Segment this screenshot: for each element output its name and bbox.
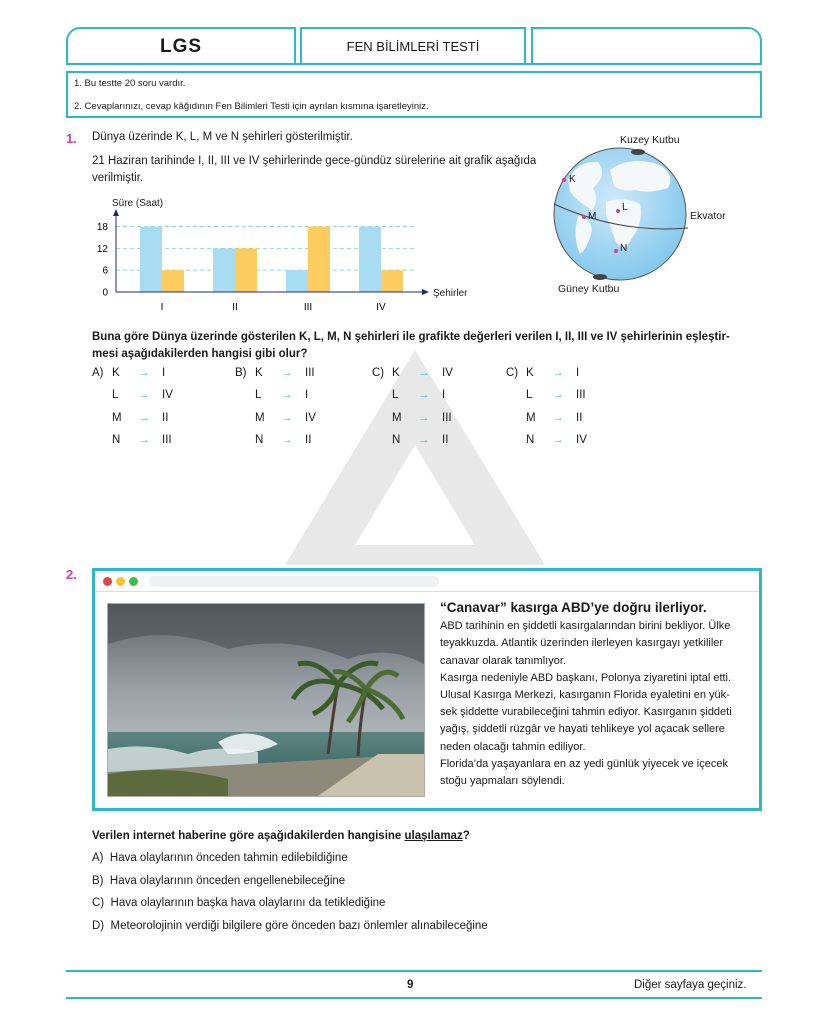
city-n-dot (614, 249, 618, 253)
chart-bar-II-yellow (235, 248, 257, 292)
news-line: teyakkuzda. Atlantik üzerinden ilerleyen kasırgayı yetkililer (440, 637, 724, 650)
q1-option-row (372, 432, 448, 449)
chart-y-tick-label: 0 (102, 287, 108, 299)
q1-option-row (235, 410, 316, 427)
option-city: L (112, 389, 119, 401)
option-city: M (112, 412, 122, 424)
option-roman: III (162, 434, 172, 446)
news-line: Florida’da yaşayanlara en az yedi günlük yiyecek ve içecek (440, 757, 728, 770)
q1-option-row (372, 410, 452, 427)
city-m-label: M (588, 211, 597, 222)
q1-option-row (506, 365, 579, 382)
arrow-icon: → (138, 434, 150, 446)
option-label: C) (372, 367, 385, 379)
option-label: D) (92, 920, 105, 932)
chart-y-tick-label: 6 (102, 265, 108, 277)
option-text: Meteorolojinin verdiği bilgilere göre önceden bazı önlemler alınabileceğine (110, 920, 488, 932)
arrow-icon: → (281, 412, 293, 424)
option-label: C) (92, 897, 105, 909)
city-l-label: L (622, 202, 628, 213)
arrow-icon: → (552, 367, 564, 379)
chart-y-axis-arrow (113, 209, 119, 216)
page-number: 9 (407, 979, 414, 991)
q2-option-a (92, 850, 348, 867)
option-roman: I (576, 367, 580, 379)
north-pole-marker (631, 149, 645, 155)
chart-y-tick-label: 18 (96, 222, 108, 234)
q2-question-underlined: ulaşılamaz (404, 830, 463, 842)
city-k-dot (562, 178, 566, 182)
q1-option-row (235, 432, 311, 449)
news-line: Kasırga nedeniyle ABD başkanı, Polonya ziyaretini iptal etti. (440, 671, 732, 684)
option-roman: I (162, 367, 166, 379)
q2-question-pre: Verilen internet haberine göre aşağıdakilerden hangisine (92, 830, 405, 842)
arrow-icon: → (138, 412, 150, 424)
arrow-icon: → (138, 367, 150, 379)
browser-window (92, 568, 762, 811)
option-label: A) (92, 367, 104, 379)
news-line: canavar olarak tanımlıyor. (440, 654, 566, 667)
option-city: M (255, 412, 265, 424)
option-city: K (526, 367, 534, 379)
option-text: Hava olaylarının önceden tahmin edilebildiğine (109, 852, 348, 864)
option-city: L (526, 389, 533, 401)
arrow-icon: → (552, 412, 564, 424)
q1-line2b: verilmiştir. (92, 172, 144, 184)
city-k-label: K (569, 174, 576, 185)
q1-option-row (235, 365, 315, 382)
chart-x-tick-label: I (160, 302, 164, 313)
header-underline (66, 63, 762, 65)
option-label: C) (506, 367, 519, 379)
news-line: yağış, şiddetli rüzgâr ve hayati tehlikeye yol açacak sellere (440, 723, 725, 736)
chart-x-tick-label: III (303, 302, 313, 313)
q1-line2a: 21 Haziran tarihinde I, II, III ve IV şehirlerinde gece-gündüz sürelerine ait grafik aşağıda (92, 155, 537, 167)
news-line: sek şiddette vurabileceğini tahmin ediyor. Kasırganın şiddeti (440, 706, 732, 719)
q1-option-row (372, 365, 453, 382)
q1-option-row (92, 387, 173, 404)
q1-option-row (372, 387, 445, 404)
chart-bar-II-blue (213, 248, 235, 292)
arrow-icon: → (281, 389, 293, 401)
city-l-dot (616, 209, 620, 213)
q1-option-row (92, 410, 168, 427)
chart-bar-IV-yellow (381, 270, 403, 292)
news-line: stoğu yapmaları söylendi. (440, 775, 565, 788)
option-label: A) (92, 852, 104, 864)
exam-title (66, 27, 296, 64)
arrow-icon: → (281, 367, 293, 379)
city-n-label: N (620, 243, 628, 254)
news-headline: “Canavar” kasırga ABD’ye doğru ilerliyor. (440, 600, 707, 615)
toolbar-divider (95, 591, 759, 592)
city-m-dot (582, 215, 586, 219)
option-city: N (255, 434, 264, 446)
arrow-icon: → (552, 434, 564, 446)
option-roman: III (442, 412, 452, 424)
next-page-note: Diğer sayfaya geçiniz. (634, 979, 747, 991)
option-roman: II (162, 412, 169, 424)
instruction-1: 1. Bu testte 20 soru vardır. (74, 78, 186, 89)
q2-option-d (92, 918, 488, 935)
hurricane-photo (107, 603, 425, 797)
q1-option-row (235, 387, 308, 404)
chart-x-tick-label: II (232, 302, 238, 313)
option-text: Hava olaylarının önceden engellenebileceğine (109, 875, 346, 887)
equator-label: Ekvator (690, 210, 726, 222)
maximize-dot-icon (129, 577, 138, 586)
option-city: N (526, 434, 535, 446)
option-city: L (255, 389, 262, 401)
option-roman: II (576, 412, 583, 424)
instruction-2: 2. Cevaplarınızı, cevap kâğıdının Fen Bilimleri Testi için ayrılan kısmına işaretleyiniz. (74, 101, 429, 112)
chart-bar-I-blue (140, 227, 162, 292)
option-roman: IV (305, 412, 316, 424)
q1-line1: Dünya üzerinde K, L, M ve N şehirleri gösterilmiştir. (92, 131, 353, 143)
option-roman: IV (442, 367, 453, 379)
arrow-icon: → (138, 389, 150, 401)
north-pole-label: Kuzey Kutbu (620, 134, 680, 146)
q2-option-c (92, 895, 385, 912)
q1-question-a: Buna göre Dünya üzerinde gösterilen K, L, M, N şehirleri ile grafikte değerleri verilen I, II, III ve IV şehirlerinin eşleştir- (92, 331, 730, 343)
q1-option-row (506, 410, 582, 427)
south-pole-label: Güney Kutbu (558, 283, 620, 295)
news-line: ABD tarihinin en şiddetli kasırgalarından birini bekliyor. Ülke (440, 620, 731, 633)
option-city: K (392, 367, 400, 379)
watermark-triangle (285, 350, 545, 565)
option-city: K (255, 367, 263, 379)
question-1-number: 1. (66, 131, 77, 146)
option-roman: III (305, 367, 315, 379)
q1-option-row (506, 387, 586, 404)
news-line: neden olacağı tahmin ediliyor. (440, 740, 586, 753)
option-roman: II (442, 434, 449, 446)
option-roman: IV (576, 434, 587, 446)
footer-top-line (66, 970, 762, 972)
option-city: K (112, 367, 120, 379)
chart-x-tick-label: IV (376, 302, 386, 313)
q1-option-row (506, 432, 587, 449)
south-pole-marker (593, 274, 607, 280)
chart-bar-III-blue (286, 270, 308, 292)
day-night-bar-chart (88, 192, 488, 317)
question-2-number: 2. (66, 567, 77, 582)
q1-question-b: mesi aşağıdakilerden hangisi gibi olur? (92, 348, 308, 360)
arrow-icon: → (418, 389, 430, 401)
chart-y-label: Süre (Saat) (112, 198, 164, 209)
footer-bottom-line (66, 997, 762, 999)
subject-title (300, 27, 526, 64)
close-dot-icon (103, 577, 112, 586)
option-city: M (526, 412, 536, 424)
arrow-icon: → (281, 434, 293, 446)
option-roman: II (305, 434, 312, 446)
chart-y-tick-label: 12 (96, 243, 108, 255)
header-blank-box (531, 27, 762, 64)
subject-title-text: FEN BİLİMLERİ TESTİ (346, 39, 480, 54)
option-city: L (392, 389, 399, 401)
option-city: M (392, 412, 402, 424)
arrow-icon: → (418, 434, 430, 446)
option-city: N (392, 434, 401, 446)
minimize-dot-icon (116, 577, 125, 586)
q2-question (92, 828, 470, 845)
chart-x-axis-arrow (422, 289, 429, 295)
arrow-icon: → (418, 412, 430, 424)
option-label: B) (235, 367, 247, 379)
option-label: B) (92, 875, 104, 887)
option-roman: I (442, 389, 446, 401)
q2-option-b (92, 873, 345, 890)
option-roman: III (576, 389, 586, 401)
exam-title-text: LGS (159, 35, 203, 57)
chart-bar-III-yellow (308, 227, 330, 292)
q2-question-post: ? (462, 830, 470, 842)
news-line: Ulusal Kasırga Merkezi, kasırganın Florida eyaletini en yük- (440, 689, 730, 702)
q1-option-row (92, 365, 165, 382)
chart-bar-I-yellow (162, 270, 184, 292)
chart-x-label: Şehirler (433, 288, 468, 299)
option-city: N (112, 434, 121, 446)
option-text: Hava olaylarının başka hava olaylarını da tetiklediğine (110, 897, 386, 909)
arrow-icon: → (418, 367, 430, 379)
address-bar (149, 576, 439, 587)
option-roman: I (305, 389, 309, 401)
chart-bar-IV-blue (359, 227, 381, 292)
q1-option-row (92, 432, 172, 449)
arrow-icon: → (552, 389, 564, 401)
news-article (440, 599, 755, 790)
instructions-box (66, 71, 762, 118)
option-roman: IV (162, 389, 173, 401)
